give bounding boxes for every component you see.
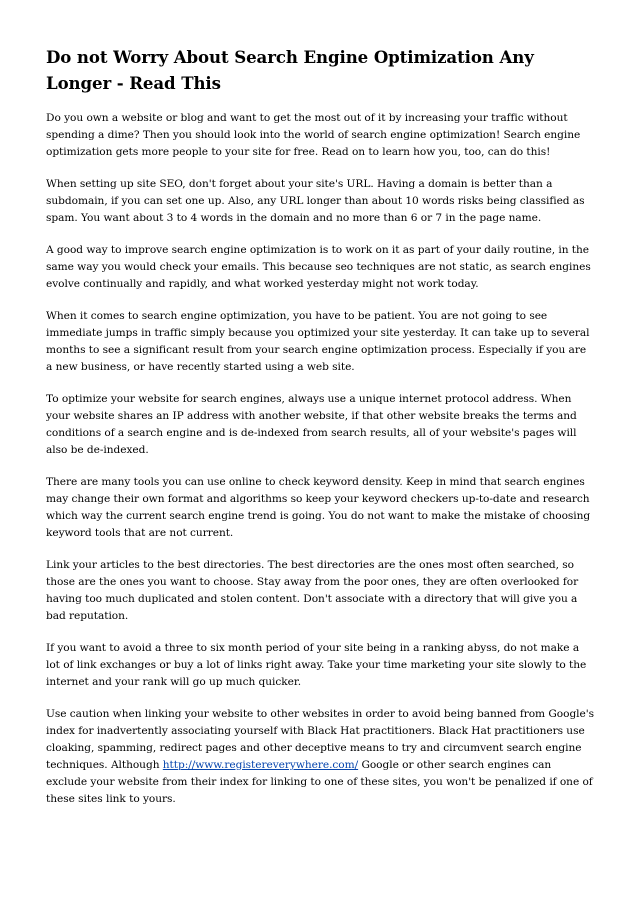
paragraph-7: Link your articles to the best directories. The best directories are the ones most often searched, so those are the ones you want to choose. Stay away from the poor ones, they are often overlooked for having too much duplicated and stolen content. Don't associate with a directory that will give you a bad reputation. bbox=[46, 559, 579, 622]
paragraph-6: There are many tools you can use online to check keyword density. Keep in mind that search engines may change their own format and algorithms so keep your keyword checkers up-to-date and research which way the current search engine trend is going. You do not want to make the mistake of choosing keyword tools that are not current. bbox=[46, 476, 591, 539]
registereverywhere-link[interactable]: http://www.registereverywhere.com/ bbox=[162, 759, 359, 771]
paragraph-4: When it comes to search engine optimization, you have to be patient. You are not going to see immediate jumps in traffic simply because you optimized your site yesterday. It can take up to several months to see a significant result from your search engine optimization process. Especially if you are a new business, or have recently started using a web site. bbox=[46, 310, 590, 373]
page-title: Do not Worry About Search Engine Optimization Any Longer - Read This bbox=[46, 47, 534, 93]
paragraph-3: A good way to improve search engine optimization is to work on it as part of your daily routine, in the same way you would check your emails. This because seo techniques are not static, as search engines evolve continually and rapidly, and what worked yesterday might not work today. bbox=[46, 244, 591, 290]
paragraph-9-text-after-link: Google or other search engines can exclude your website from their index for linking to one of these sites, you won't be penalized if one of these sites link to yours. bbox=[46, 759, 593, 805]
paragraph-9-text-before-link: Use caution when linking your website to other websites in order to avoid being banned from Google's index for inadvertently associating yourself with Black Hat practitioners. Black Hat practitioners use cloaking, spamming, redirect pages and other deceptive means to try and circumvent search engine techniques. Although bbox=[46, 708, 594, 771]
paragraph-5: To optimize your website for search engines, always use a unique internet protocol address. When your website shares an IP address with another website, if that other website breaks the terms and conditions of a search engine and is de-indexed from search results, all of your website's pages will also be de-indexed. bbox=[46, 393, 577, 456]
paragraph-2: When setting up site SEO, don't forget about your site's URL. Having a domain is better than a subdomain, if you can set one up. Also, any URL longer than about 10 words risks being classified as spam. You want about 3 to 4 words in the domain and no more than 6 or 7 in the page name. bbox=[46, 178, 585, 224]
paragraph-1: Do you own a website or blog and want to get the most out of it by increasing your traffic without spending a dime? Then you should look into the world of search engine optimization! Search engine optimization gets more people to your site for free. Read on to learn how you, too, can do this! bbox=[46, 112, 581, 158]
paragraph-8: If you want to avoid a three to six month period of your site being in a ranking abyss, do not make a lot of link exchanges or buy a lot of links right away. Take your time marketing your site slowly to the internet and your rank will go up much quicker. bbox=[46, 642, 587, 688]
paragraph-9 bbox=[46, 706, 594, 808]
document-page bbox=[46, 44, 594, 823]
